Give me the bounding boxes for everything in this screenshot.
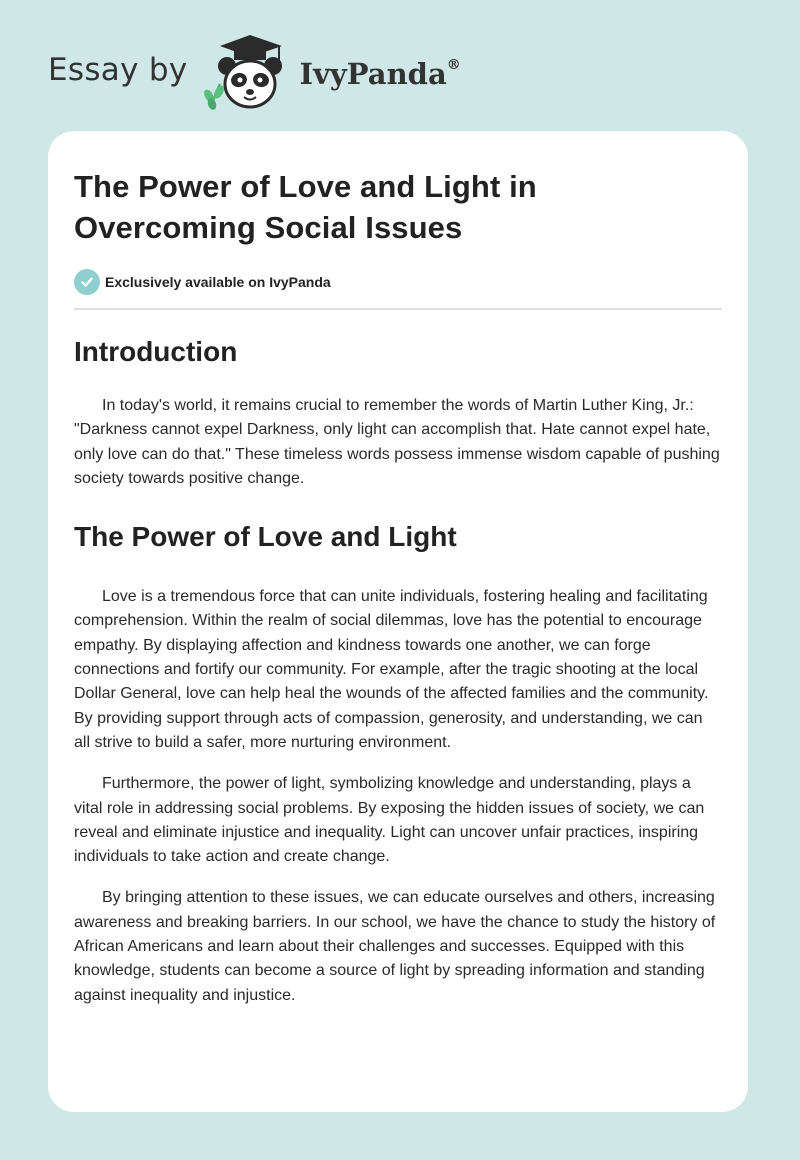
- paragraph: In today's world, it remains crucial to remember the words of Martin Luther King, Jr.: "Darkness cannot expel Darkness, only light can accomplish that. Hate cannot expel hate, only love can do that." These timeless words possess immense wisdom capable of pushing society towards positive change.: [74, 397, 720, 487]
- site-header: [48, 32, 461, 112]
- section-heading-introduction: Introduction: [74, 336, 238, 367]
- registered-mark: ®: [446, 57, 461, 74]
- ivypanda-wordmark: IvyPanda®: [299, 57, 461, 91]
- divider: [74, 308, 722, 310]
- essay-card: [48, 131, 748, 1112]
- exclusive-badge-label: Exclusively available on IvyPanda: [105, 274, 331, 290]
- ivypanda-logo-link[interactable]: [198, 32, 461, 112]
- paragraph: By bringing attention to these issues, we can educate ourselves and others, increasing awareness and breaking barriers. In our school, we have the chance to study the history of African Americans and learn about their challenges and successes. Equipped with this knowledge, students can become a source of light by spreading information and standing against inequality and injustice.: [74, 889, 716, 1004]
- check-icon: [74, 269, 100, 295]
- paragraph: Love is a tremendous force that can unite individuals, fostering healing and facilitating comprehension. Within the realm of social dilemmas, love has the potential to encourage empathy. By displaying affection and kindness towards one another, we can forge connections and fortify our community. For example, after the tragic shooting at the local Dollar General, love can help heal the wounds of the affected families and the community. By providing support through acts of compassion, generosity, and understanding, we can all strive to build a safer, more nurturing environment.: [74, 588, 709, 751]
- paragraph: Furthermore, the power of light, symbolizing knowledge and understanding, plays a vital role in addressing social problems. By exposing the hidden issues of society, we can reveal and eliminate injustice and inequality. Light can uncover unfair practices, inspiring individuals to take action and create change.: [74, 775, 705, 866]
- essay-by-label: Essay by: [48, 52, 188, 88]
- essay-title: The Power of Love and Light in Overcoming Social Issues: [74, 169, 537, 245]
- section-heading-power-of-love-and-light: The Power of Love and Light: [74, 521, 457, 553]
- exclusive-badge: [74, 268, 722, 296]
- panda-graduate-logo-icon: [200, 32, 296, 112]
